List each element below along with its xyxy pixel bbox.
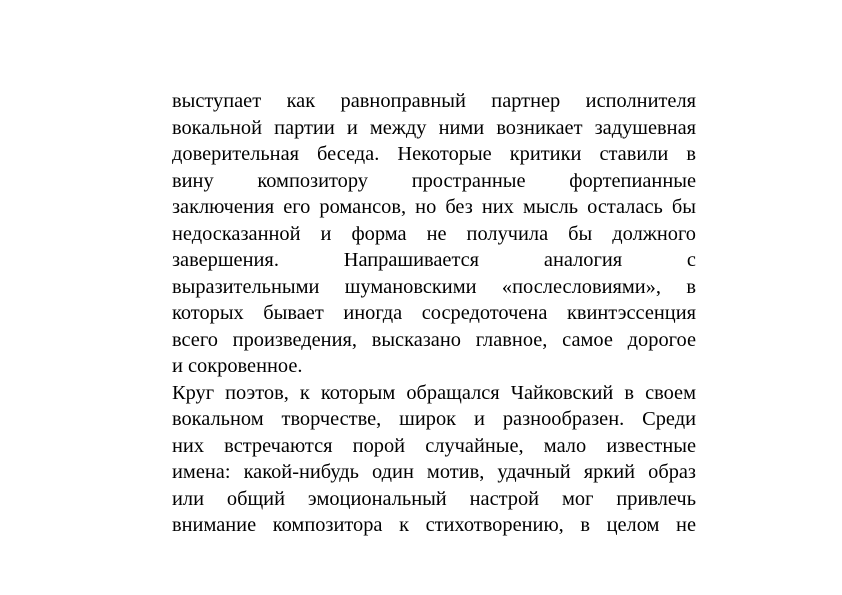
text-line: имена: какой-нибудь один мотив, удачный яркий образ: [172, 461, 696, 483]
text-line: внимание композитора к стихотворению, в целом не: [172, 514, 696, 536]
text-line-paragraph-end: и сокровенное.: [172, 355, 303, 377]
body-text: [172, 88, 696, 539]
text-line: вокальном творчестве, широк и разнообразен. Среди: [172, 408, 696, 430]
text-line: или общий эмоциональный настрой мог привлечь: [172, 487, 696, 510]
text-line: всего произведения, высказано главное, самое дорогое: [172, 328, 696, 351]
text-line: вокальной партии и между ними возникает задушевная: [172, 116, 696, 139]
text-line: доверительная беседа. Некоторые критики ставили в: [172, 143, 696, 165]
text-line: Круг поэтов, к которым обращался Чайковский в своем: [172, 381, 696, 404]
text-line: вину композитору пространные фортепианные: [172, 169, 696, 192]
text-line: завершения. Напрашивается аналогия с: [172, 249, 696, 271]
text-line: недосказанной и форма не получила бы должного: [172, 222, 696, 245]
text-line: выступает как равноправный партнер исполнителя: [172, 90, 696, 112]
text-line: выразительными шумановскими «послесловиями», в: [172, 275, 696, 298]
text-line: заключения его романсов, но без них мысль осталась бы: [172, 196, 696, 218]
text-line: них встречаются порой случайные, мало известные: [172, 434, 696, 457]
text-line: которых бывает иногда сосредоточена квинтэссенция: [172, 302, 696, 324]
